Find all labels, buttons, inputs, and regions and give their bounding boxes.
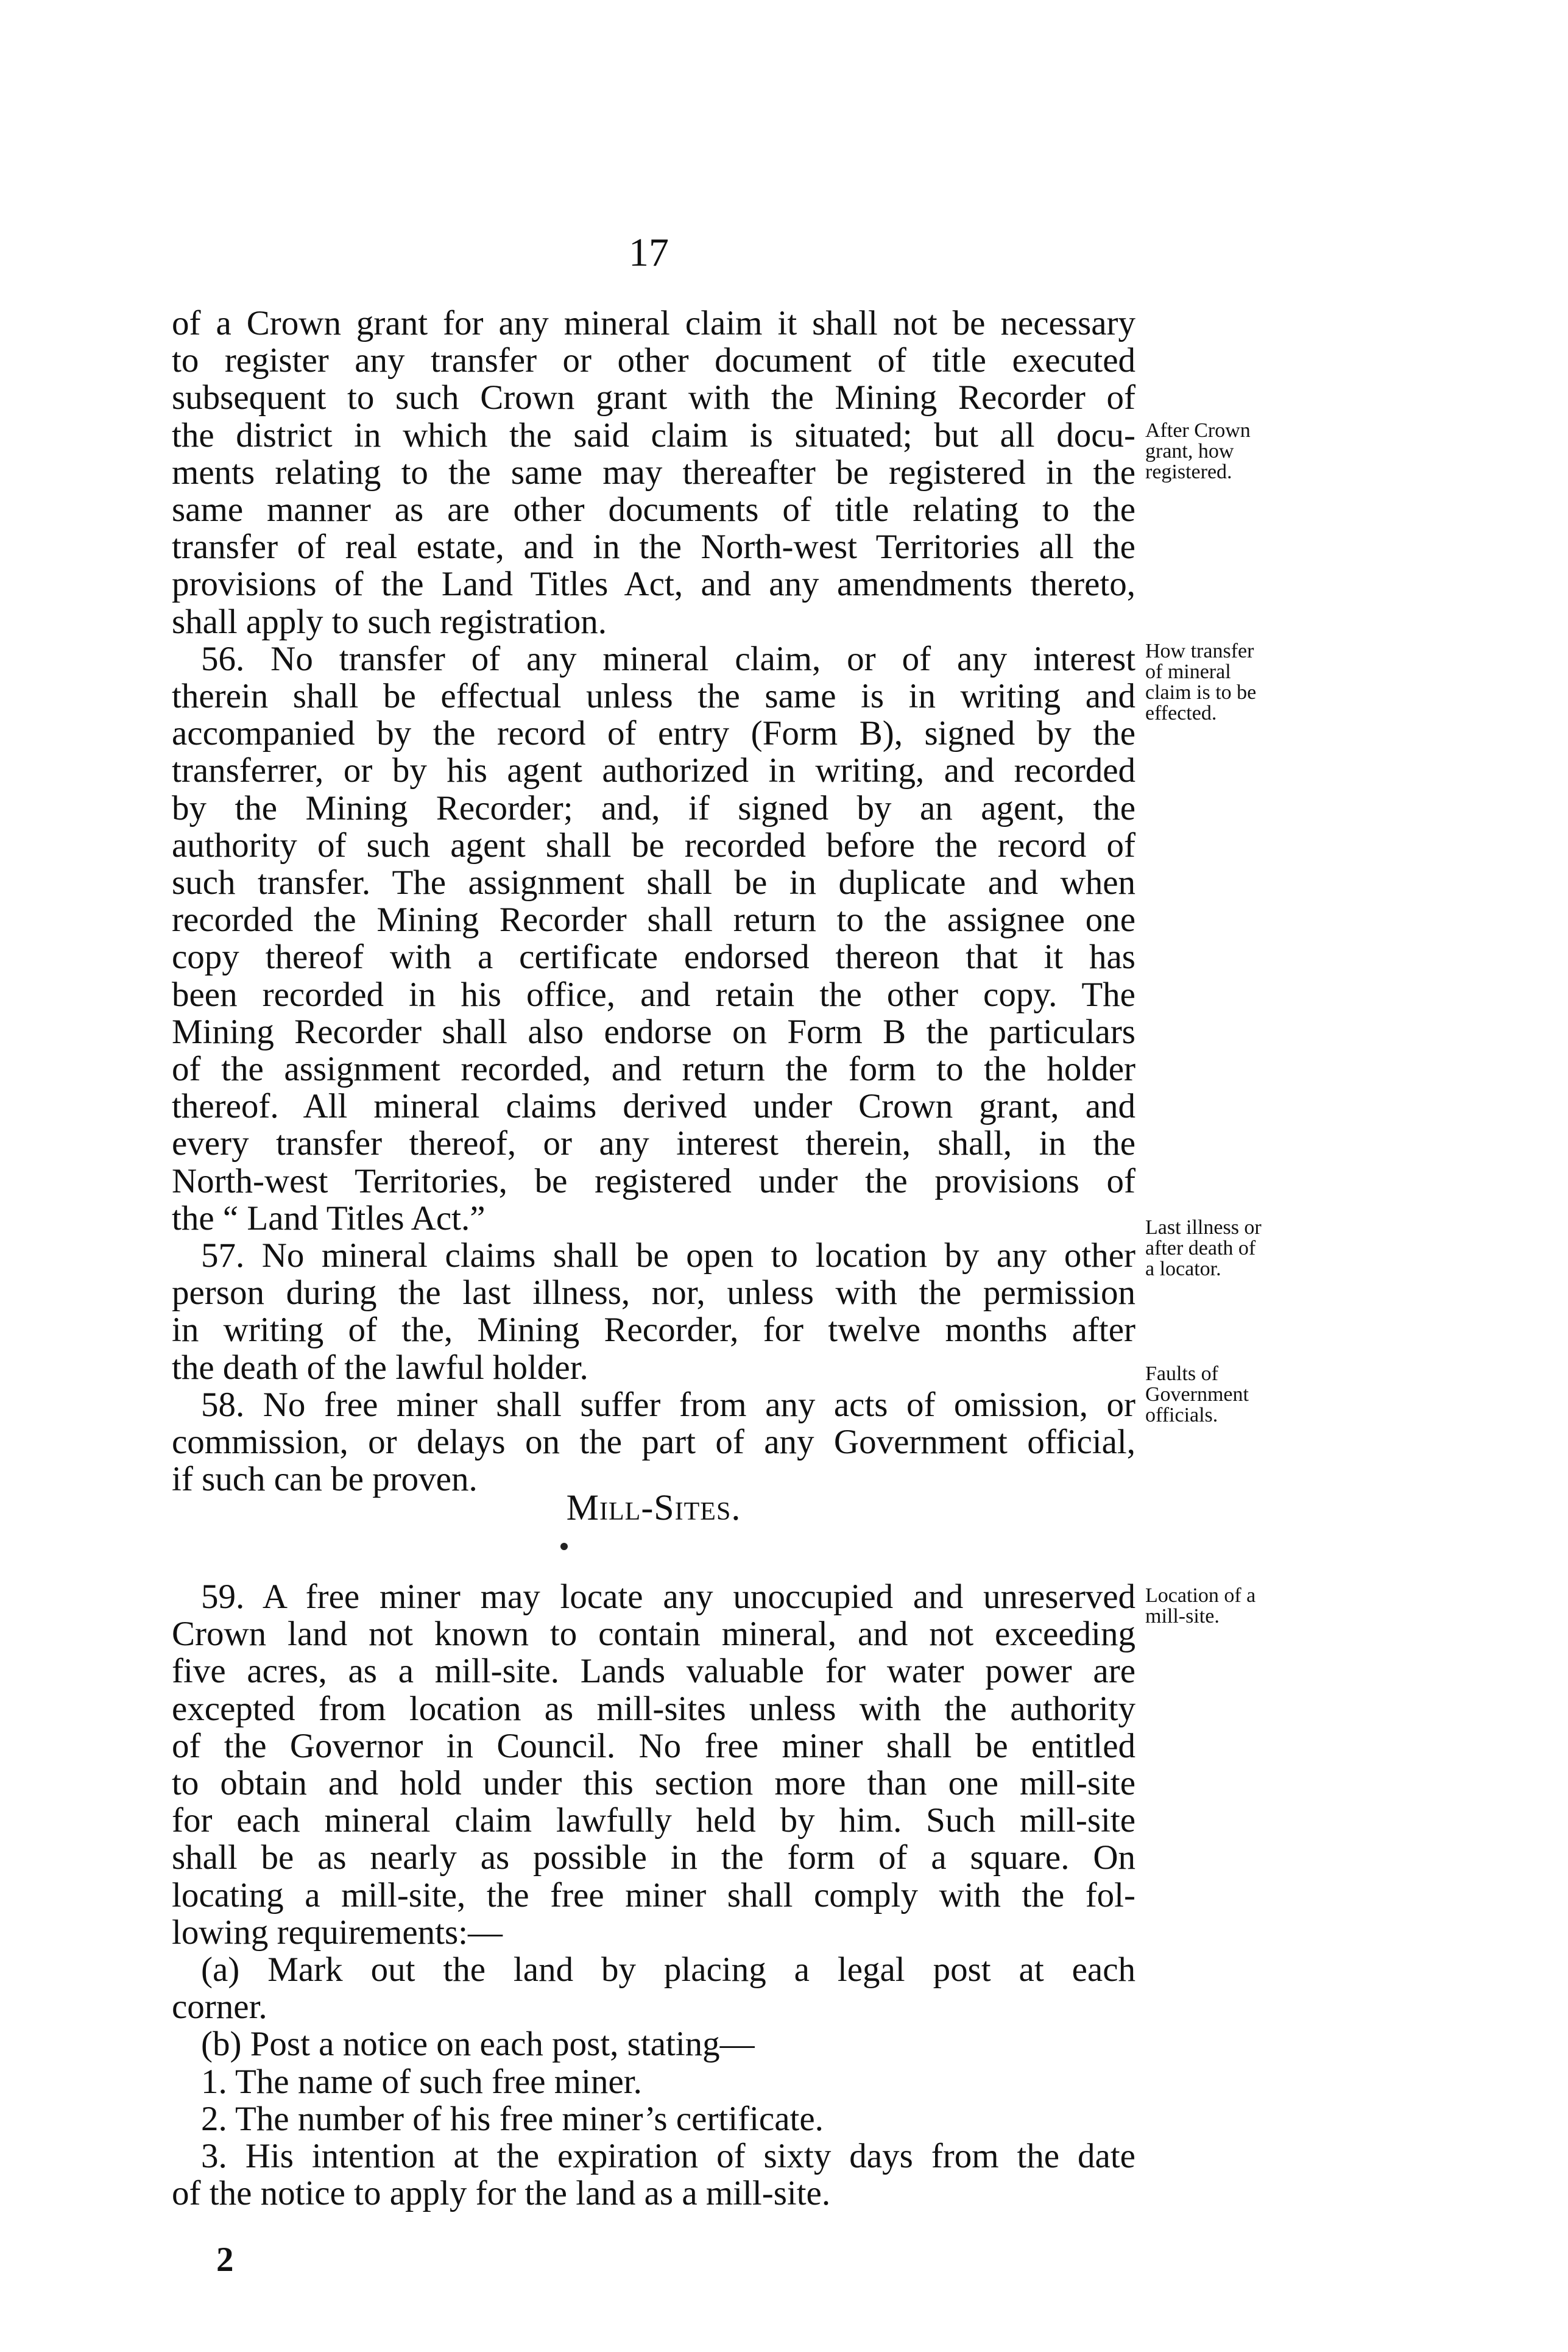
text-line: person during the last illness, nor, unless with the permission [172,1273,1135,1312]
printer-dot [560,1543,568,1550]
list-item-3: 3. His intention at the expiration of sixty days from the date [201,2137,1135,2176]
text-line: subsequent to such Crown grant with the Mining Recorder of [172,378,1135,417]
margin-note-line: officials. [1145,1404,1218,1426]
margin-note-line: Faults of [1145,1362,1218,1385]
text-line: for each mineral claim lawfully held by him. Such mill-site [172,1801,1135,1840]
text-line: of a Crown grant for any mineral claim it shall not be necessary [172,304,1135,342]
margin-note-line: of mineral [1145,661,1231,683]
text-line: copy thereof with a certificate endorsed thereon that it has [172,938,1135,977]
margin-note-location-millsite [1145,1585,1316,1627]
signature-mark: 2 [216,2240,234,2279]
paragraph-section-59 [172,1578,1135,2212]
text-line: to obtain and hold under this section more than one mill-site [172,1764,1135,1803]
margin-note-last-illness [1145,1217,1316,1280]
text-line: the district in which the said claim is situated; but all docu- [172,416,1135,455]
margin-note-line: registered. [1145,461,1232,483]
text-line: five acres, as a mill-site. Lands valuable for water power are [172,1652,1135,1691]
margin-note-line: After Crown [1145,419,1251,442]
text-line: ments relating to the same may thereafter be registered in the [172,453,1135,492]
text-line: of the assignment recorded, and return the form to the holder [172,1050,1135,1089]
text-line: thereof. All mineral claims derived under Crown grant, and [172,1087,1135,1126]
section-57-line: 57. No mineral claims shall be open to location by any other [201,1236,1135,1275]
text-line: Mining Recorder shall also endorse on Form B the particulars [172,1012,1135,1051]
text-line: if such can be proven. [172,1460,478,1499]
text-line: to register any transfer or other document of title executed [172,341,1135,380]
text-line: transferrer, or by his agent authorized in writing, and recorded [172,751,1135,790]
text-line: North-west Territories, be registered under the provisions of [172,1161,1135,1200]
margin-note-line: Last illness or [1145,1216,1262,1239]
text-line: every transfer thereof, or any interest therein, shall, in the [172,1124,1135,1163]
margin-note-line: mill-site. [1145,1605,1220,1628]
text-line: the death of the lawful holder. [172,1348,588,1387]
list-item-b: (b) Post a notice on each post, stating— [201,2025,755,2064]
list-item-2: 2. The number of his free miner’s certificate. [201,2099,824,2138]
text-line: recorded the Mining Recorder shall return to the assignee one [172,901,1135,940]
text-line: of the Governor in Council. No free miner shall be entitled [172,1726,1135,1765]
margin-note-line: effected. [1145,702,1217,724]
section-58-line: 58. No free miner shall suffer from any acts of omission, or [201,1385,1135,1424]
margin-note-line: Location of a [1145,1584,1256,1607]
text-line: such transfer. The assignment shall be in duplicate and when [172,863,1135,902]
text-line: shall apply to such registration. [172,602,607,641]
list-item-1: 1. The name of such free miner. [201,2062,642,2101]
paragraph-crown-grant-registration [172,305,1135,1498]
section-56-line: 56. No transfer of any mineral claim, or of any interest [201,639,1135,678]
margin-note-how-transfer [1145,641,1316,724]
text-line: accompanied by the record of entry (Form B), signed by the [172,714,1135,753]
section-59-line: 59. A free miner may locate any unoccupied and unreserved [201,1578,1135,1616]
margin-note-line: claim is to be [1145,681,1257,704]
text-line: corner. [172,1988,267,2027]
margin-note-after-crown [1145,420,1316,483]
section-heading-mill-sites: Mill-Sites. [566,1487,741,1528]
text-line: transfer of real estate, and in the North-west Territories all the [172,528,1135,567]
text-line: therein shall be effectual unless the same is in writing and [172,677,1135,716]
margin-note-line: after death of [1145,1237,1256,1259]
text-line: excepted from location as mill-sites unless with the authority [172,1689,1135,1728]
list-item-a: (a) Mark out the land by placing a legal post at each [201,1950,1135,1989]
page-number: 17 [629,230,669,275]
text-line: lowing requirements:— [172,1913,503,1952]
text-line: the “ Land Titles Act.” [172,1199,486,1238]
margin-note-line: grant, how [1145,440,1234,462]
text-line: locating a mill-site, the free miner shall comply with the fol- [172,1876,1135,1915]
text-line: provisions of the Land Titles Act, and any amendments thereto, [172,565,1135,604]
text-line: by the Mining Recorder; and, if signed by an agent, the [172,788,1135,827]
text-line: been recorded in his office, and retain the other copy. The [172,975,1135,1014]
text-line: same manner as are other documents of title relating to the [172,491,1135,530]
margin-note-line: a locator. [1145,1258,1221,1280]
text-line: commission, or delays on the part of any Government official, [172,1423,1135,1462]
margin-note-line: How transfer [1145,640,1254,662]
margin-note-line: Government [1145,1383,1249,1406]
text-line: Crown land not known to contain mineral, and not exceeding [172,1615,1135,1654]
text-line: shall be as nearly as possible in the form of a square. On [172,1838,1135,1877]
text-line: of the notice to apply for the land as a mill-site. [172,2174,831,2213]
text-line: authority of such agent shall be recorded before the record of [172,826,1135,865]
margin-note-faults [1145,1364,1316,1426]
text-line: in writing of the, Mining Recorder, for twelve months after [172,1311,1135,1350]
